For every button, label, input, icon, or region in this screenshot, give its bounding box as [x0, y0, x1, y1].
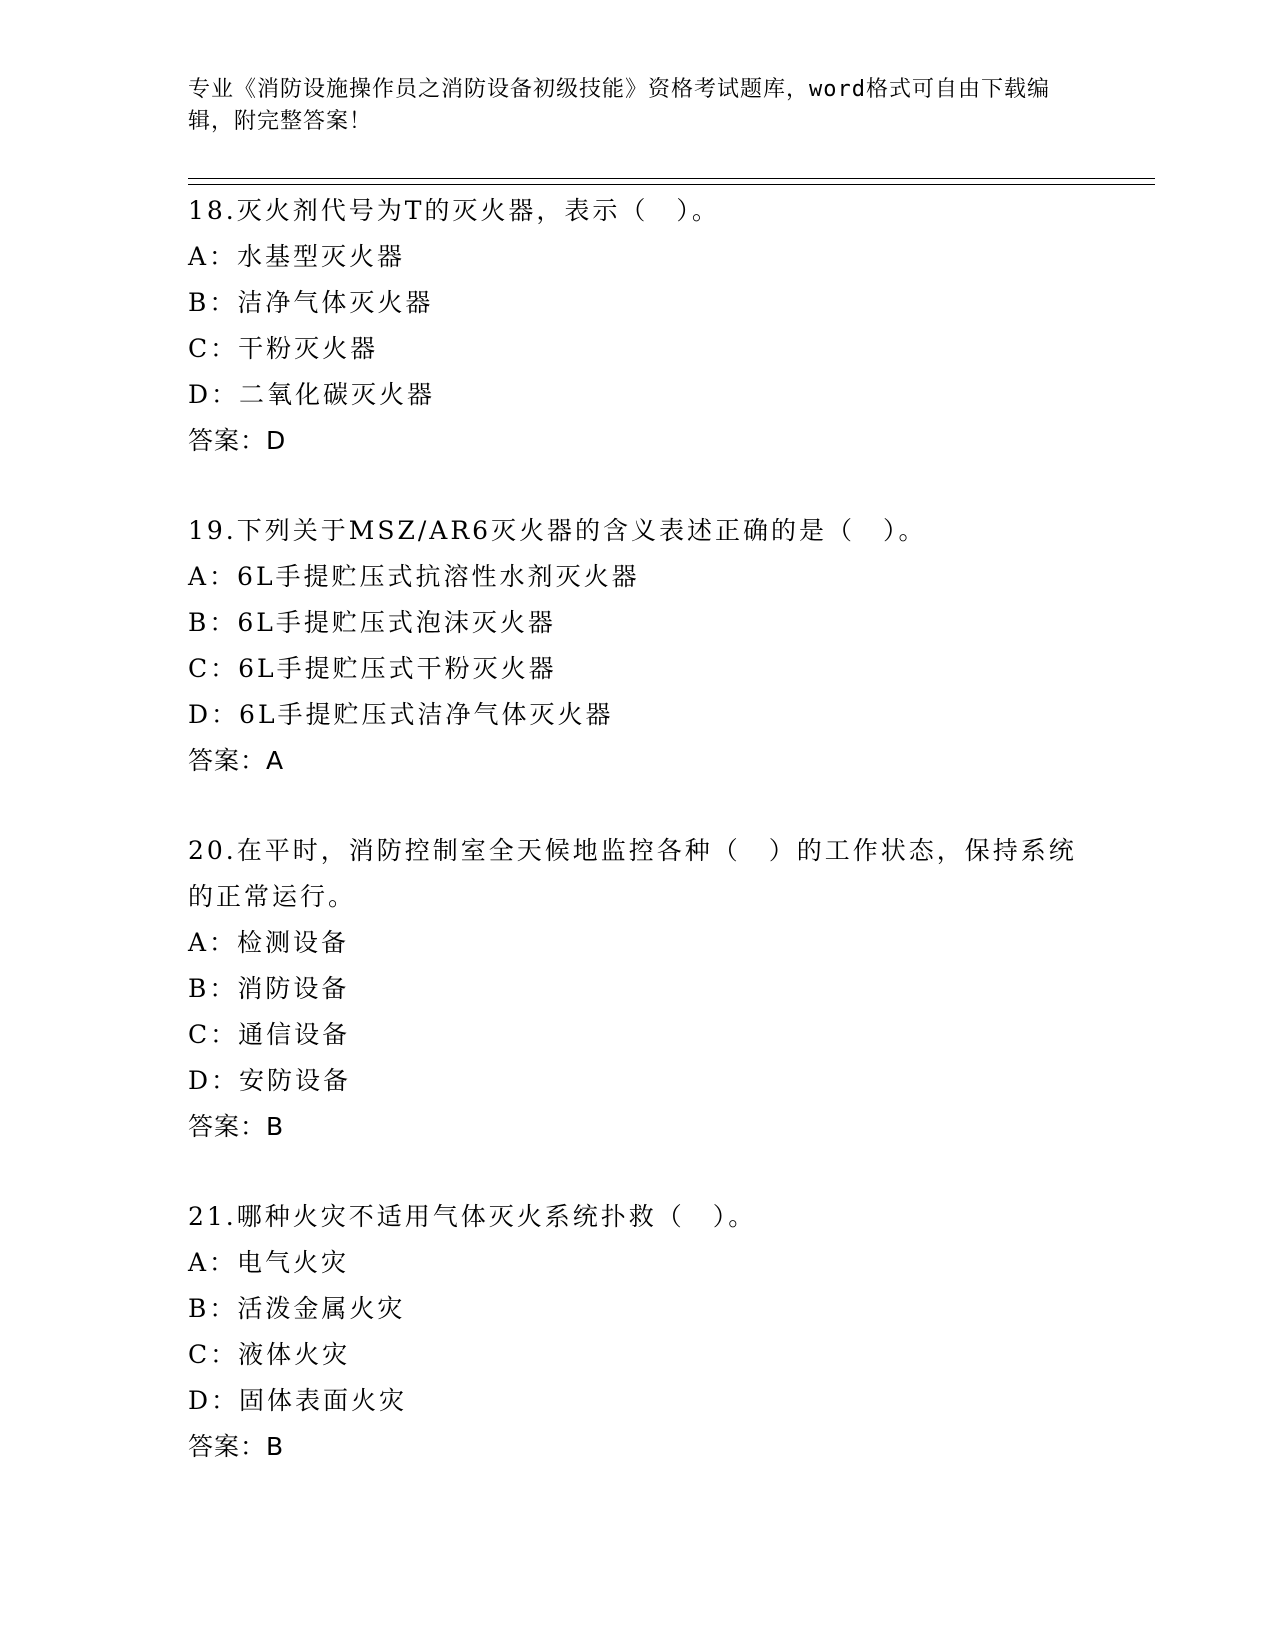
option-a: A：电气火灾: [188, 1248, 350, 1277]
answer-line: 答案：A: [188, 746, 285, 775]
option-b: B：洁净气体灭火器: [188, 288, 434, 317]
option-c: C：液体火灾: [188, 1340, 351, 1369]
question-19: [188, 508, 1088, 784]
question-stem: 19.下列关于MSZ/AR6灭火器的含义表述正确的是（ ）。: [188, 516, 927, 545]
question-list: [188, 188, 1088, 1514]
answer-line: 答案：B: [188, 1432, 285, 1461]
question-18: [188, 188, 1088, 464]
question-stem: 18.灭火剂代号为T的灭火器，表示（ ）。: [188, 196, 720, 225]
header-divider-bottom: [188, 184, 1155, 185]
answer-line: 答案：D: [188, 426, 287, 455]
option-d: D：二氧化碳灭火器: [188, 380, 436, 409]
option-d: D：安防设备: [188, 1066, 352, 1095]
option-b: B：6L手提贮压式泡沫灭火器: [188, 608, 556, 637]
question-stem: 20.在平时，消防控制室全天候地监控各种（ ）的工作状态，保持系统的正常运行。: [188, 836, 1077, 911]
option-b: B：活泼金属火灾: [188, 1294, 406, 1323]
option-d: D：固体表面火灾: [188, 1386, 408, 1415]
option-c: C：干粉灭火器: [188, 334, 379, 363]
header-divider-top: [188, 178, 1155, 179]
question-21: [188, 1194, 1088, 1470]
question-20: [188, 828, 1088, 1150]
document-header: 专业《消防设施操作员之消防设备初级技能》资格考试题库，word格式可自由下载编辑，附完整答案！: [188, 77, 1050, 134]
answer-line: 答案：B: [188, 1112, 285, 1141]
question-stem: 21.哪种火灾不适用气体灭火系统扑救（ ）。: [188, 1202, 757, 1231]
option-c: C：6L手提贮压式干粉灭火器: [188, 654, 557, 683]
option-a: A：检测设备: [188, 928, 350, 957]
option-a: A：水基型灭火器: [188, 242, 406, 271]
option-a: A：6L手提贮压式抗溶性水剂灭火器: [188, 562, 640, 591]
option-c: C：通信设备: [188, 1020, 351, 1049]
option-b: B：消防设备: [188, 974, 350, 1003]
option-d: D：6L手提贮压式洁净气体灭火器: [188, 700, 614, 729]
